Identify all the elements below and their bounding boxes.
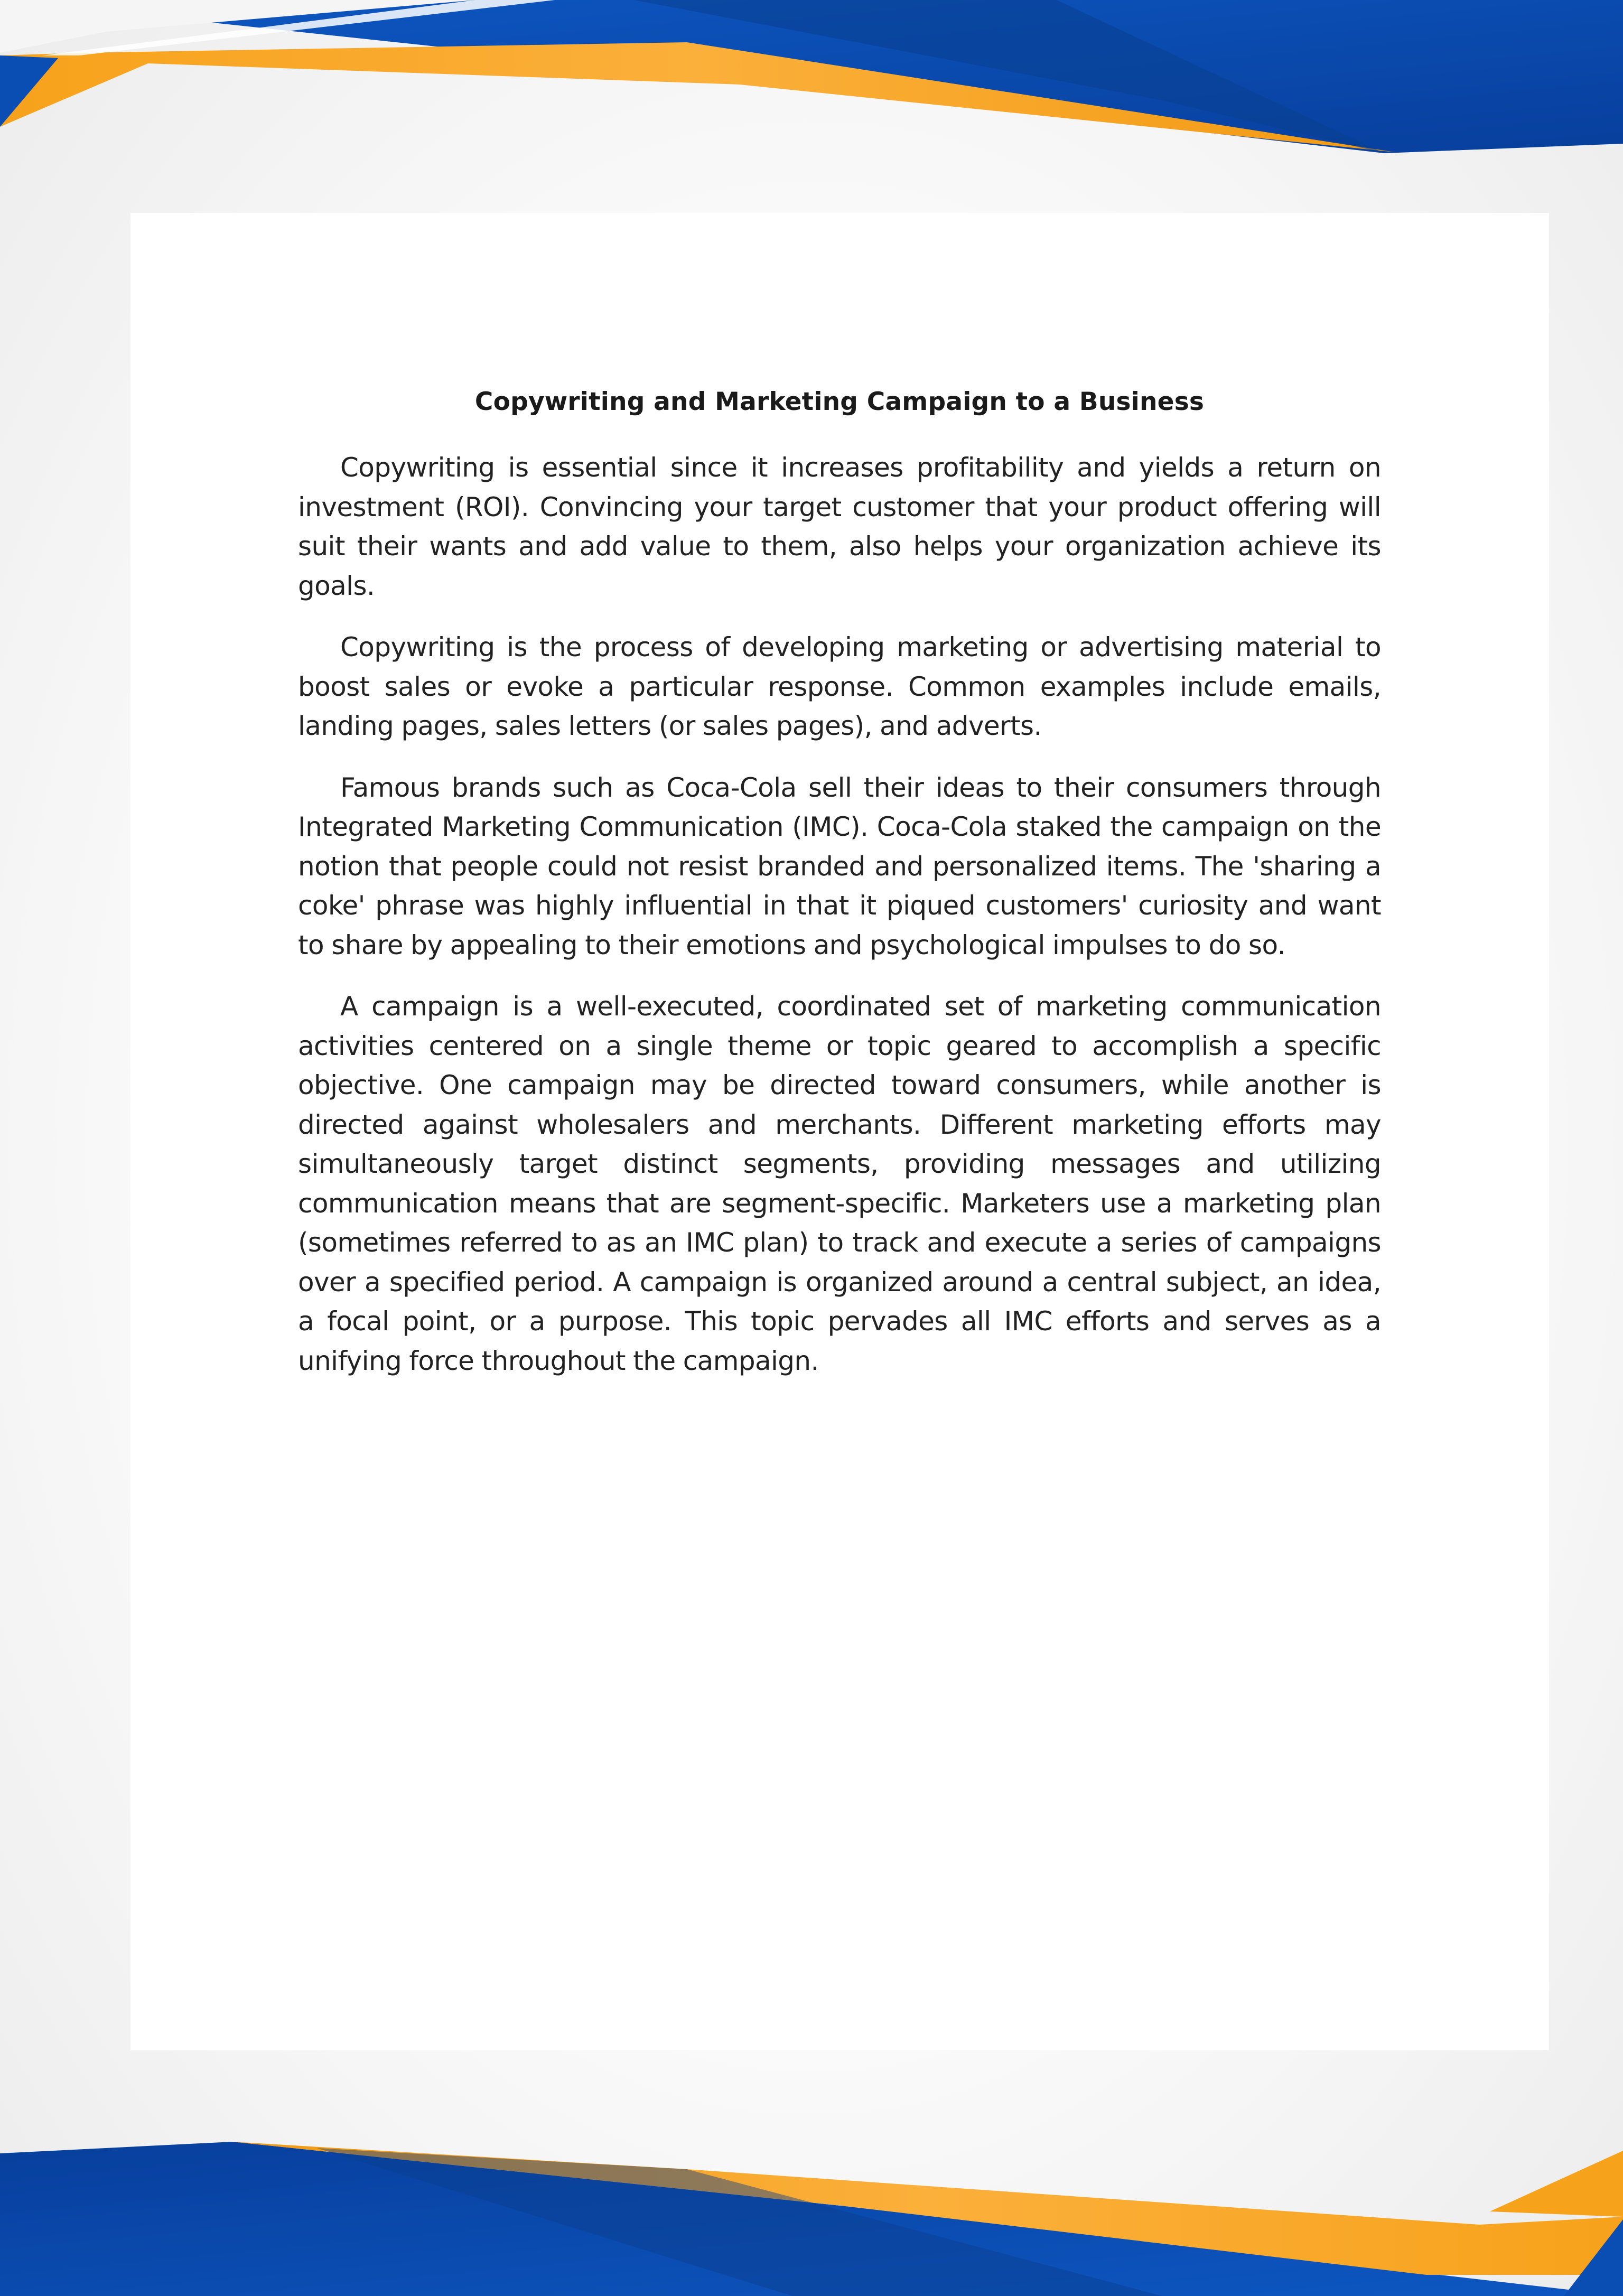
- paragraph-3: Famous brands such as Coca-Cola sell their ideas to their consumers through Integrated Marketing Communication (IMC). Coca-Cola staked the campaign on the notion that people could not resist branded and personalized items. The 'sharing a coke' phrase was highly influential in that it piqued customers' curiosity and want to share by appealing to their emotions and psychological impulses to do so.: [298, 772, 1381, 960]
- document-title: Copywriting and Marketing Campaign to a Business: [474, 387, 1205, 416]
- paragraph-2: Copywriting is the process of developing marketing or advertising material to boost sales or evoke a particular response. Common examples include emails, landing pages, sales letters (or sales pages), and adverts.: [298, 632, 1381, 741]
- bottom-decorative-banner: [0, 2138, 1623, 2296]
- document-body: [298, 382, 1381, 1403]
- top-decorative-banner: [0, 0, 1623, 158]
- bottom-right-orange-wedge: [1490, 2151, 1623, 2217]
- paragraph-4: A campaign is a well-executed, coordinated set of marketing communication activities centered on a single theme or topic geared to accomplish a specific objective. One campaign may be directed toward consumers, while another is directed against wholesalers and merchants. Different marketing efforts may simultaneously target distinct segments, providing messages and utilizing communication means that are segment-specific. Marketers use a marketing plan (sometimes referred to as an IMC plan) to track and execute a series of campaigns over a specified period. A campaign is organized around a central subject, an idea, a focal point, or a purpose. This topic pervades all IMC efforts and serves as a unifying force throughout the campaign.: [298, 991, 1381, 1376]
- paragraph-1: Copywriting is essential since it increases profitability and yields a return on investment (ROI). Convincing your target customer that your product offering will suit their wants and add value to them, also helps your organization achieve its goals.: [298, 452, 1381, 601]
- document-page: [130, 213, 1549, 2050]
